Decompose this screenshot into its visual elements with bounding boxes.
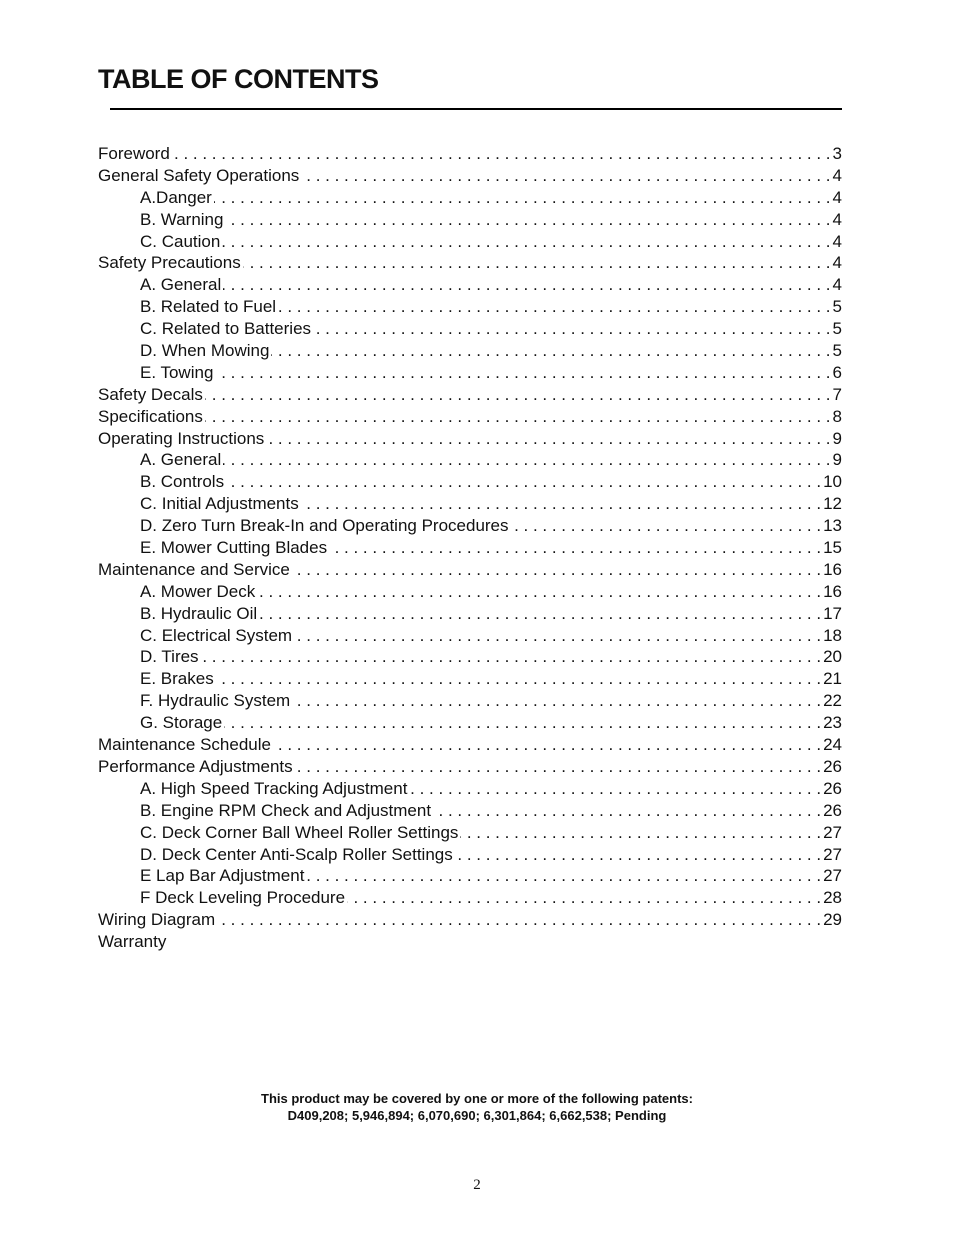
dot-leader — [172, 143, 831, 165]
toc-entry-label: E. Brakes — [140, 669, 214, 689]
toc-entry-label: E. Towing — [140, 362, 214, 382]
toc-subentry — [98, 712, 842, 734]
title-divider — [110, 108, 842, 110]
toc-entry-page-number: 4 — [832, 253, 842, 273]
toc-entry-page-number: 26 — [823, 756, 842, 776]
toc-entry-page-number: 26 — [823, 778, 842, 798]
patent-notice-line-1: This product may be covered by one or more of the following patents: — [261, 1091, 693, 1106]
page-number: 2 — [473, 1177, 481, 1193]
table-of-contents — [98, 143, 842, 953]
toc-entry-page-number: 16 — [823, 559, 842, 579]
toc-subentry — [98, 887, 842, 909]
toc-entry-page-number: 4 — [832, 187, 842, 207]
toc-entry-label: D. When Mowing — [140, 341, 270, 361]
toc-entry-page-number: 4 — [832, 231, 842, 251]
dot-leader — [271, 340, 830, 362]
toc-entry-label: B. Related to Fuel — [140, 297, 277, 317]
toc-entry-label: B. Engine RPM Check and Adjustment — [140, 800, 432, 820]
dot-leader — [329, 537, 821, 559]
toc-entry-page-number: 27 — [823, 822, 842, 842]
toc-entry-label: D. Tires — [140, 647, 199, 667]
toc-subentry — [98, 646, 842, 668]
toc-entry-page-number: 24 — [823, 735, 842, 755]
toc-entry-label: Maintenance and Service — [98, 559, 290, 579]
toc-entry-page-number: 5 — [832, 297, 842, 317]
patent-notice — [0, 1090, 954, 1124]
toc-subentry — [98, 515, 842, 537]
dot-leader — [225, 209, 830, 231]
toc-entry-label: B. Controls — [140, 472, 225, 492]
toc-entry-label: A. High Speed Tracking Adjustment — [140, 778, 408, 798]
toc-entry-label: Operating Instructions — [98, 428, 265, 448]
toc-entry-label: Maintenance Schedule — [98, 735, 271, 755]
toc-entry-page-number: 12 — [823, 494, 842, 514]
toc-entry-page-number: 15 — [823, 538, 842, 558]
dot-leader — [511, 515, 822, 537]
toc-entry-label: C. Related to Batteries — [140, 319, 312, 339]
toc-subentry — [98, 187, 842, 209]
toc-subentry — [98, 493, 842, 515]
dot-leader — [313, 318, 831, 340]
dot-leader — [215, 362, 830, 384]
toc-entry-label: D. Zero Turn Break-In and Operating Procedures — [140, 516, 509, 536]
dot-leader — [217, 909, 821, 931]
toc-subentry — [98, 844, 842, 866]
toc-subentry — [98, 778, 842, 800]
toc-entry-page-number: 9 — [832, 450, 842, 470]
toc-subentry — [98, 690, 842, 712]
toc-entry-label: A. General — [140, 450, 222, 470]
page-title: TABLE OF CONTENTS — [98, 64, 379, 94]
dot-leader — [223, 274, 830, 296]
toc-entry-label: Foreword — [98, 144, 170, 163]
patent-notice-line-2: D409,208; 5,946,894; 6,070,690; 6,301,864; 6,662,538; Pending — [287, 1108, 667, 1123]
toc-subentry — [98, 471, 842, 493]
toc-subentry — [98, 537, 842, 559]
toc-entry-label: E Lap Bar Adjustment — [140, 866, 305, 886]
toc-entry-label: A. General — [140, 275, 222, 295]
dot-leader — [278, 296, 830, 318]
toc-subentry — [98, 625, 842, 647]
toc-entry — [98, 428, 842, 450]
toc-entry-page-number: 23 — [823, 713, 842, 733]
toc-subentry — [98, 362, 842, 384]
dot-leader — [224, 712, 821, 734]
dot-leader — [295, 756, 821, 778]
toc-entry — [98, 734, 842, 756]
toc-entry-page-number: 26 — [823, 800, 842, 820]
toc-entry-label: D. Deck Center Anti-Scalp Roller Settings — [140, 844, 453, 864]
dot-leader — [301, 493, 821, 515]
dot-leader — [259, 603, 821, 625]
toc-entry — [98, 384, 842, 406]
toc-entry-page-number: 27 — [823, 844, 842, 864]
toc-subentry — [98, 296, 842, 318]
toc-entry-page-number: 13 — [823, 516, 842, 536]
toc-entry-label: C. Initial Adjustments — [140, 494, 299, 514]
toc-entry-page-number: 21 — [823, 669, 842, 689]
toc-entry-page-number: 6 — [832, 362, 842, 382]
toc-subentry — [98, 231, 842, 253]
toc-entry — [98, 909, 842, 931]
dot-leader — [433, 800, 821, 822]
toc-entry-label: C. Caution — [140, 231, 221, 251]
dot-leader — [223, 449, 830, 471]
toc-entry-page-number: 5 — [832, 341, 842, 361]
toc-subentry — [98, 668, 842, 690]
toc-entry-label: B. Hydraulic Oil — [140, 603, 258, 623]
toc-entry — [98, 756, 842, 778]
toc-entry-page-number: 10 — [823, 472, 842, 492]
toc-entry-label: B. Warning — [140, 209, 224, 229]
toc-entry — [98, 406, 842, 428]
toc-subentry — [98, 318, 842, 340]
toc-subentry — [98, 209, 842, 231]
toc-entry-page-number: 5 — [832, 319, 842, 339]
toc-entry-page-number: 4 — [832, 209, 842, 229]
dot-leader — [294, 625, 821, 647]
toc-entry-page-number: 29 — [823, 910, 842, 930]
toc-entry-page-number: 3 — [832, 144, 842, 163]
toc-entry-page-number: 7 — [832, 384, 842, 404]
dot-leader — [273, 734, 821, 756]
toc-subentry — [98, 449, 842, 471]
toc-entry — [98, 143, 842, 165]
toc-entry-page-number: 17 — [823, 603, 842, 623]
dot-leader — [306, 865, 821, 887]
toc-entry-label: F. Hydraulic System — [140, 691, 291, 711]
toc-subentry — [98, 603, 842, 625]
toc-entry-page-number: 8 — [832, 406, 842, 426]
toc-entry-label: F Deck Leveling Procedure — [140, 888, 346, 908]
toc-entry-label: Safety Decals — [98, 384, 203, 404]
toc-entry-page-number: 16 — [823, 581, 842, 601]
toc-entry-label: Performance Adjustments — [98, 756, 293, 776]
toc-entry — [98, 252, 842, 274]
toc-entry-label: C. Electrical System — [140, 625, 293, 645]
toc-entry-label: Wiring Diagram — [98, 910, 216, 930]
toc-entry-label: A. Mower Deck — [140, 581, 256, 601]
toc-entry-label: Specifications — [98, 406, 203, 426]
toc-entry-label: C. Deck Corner Ball Wheel Roller Settings — [140, 822, 459, 842]
dot-leader — [201, 646, 822, 668]
toc-entry-page-number: 20 — [823, 647, 842, 667]
toc-entry-page-number: 28 — [823, 888, 842, 908]
toc-entry-label: General Safety Operations — [98, 165, 300, 185]
toc-entry-page-number: 18 — [823, 625, 842, 645]
dot-leader — [257, 581, 821, 603]
dot-leader — [347, 887, 821, 909]
toc-subentry — [98, 274, 842, 296]
toc-subentry — [98, 581, 842, 603]
dot-leader — [460, 822, 821, 844]
toc-entry-page-number: 9 — [832, 428, 842, 448]
dot-leader — [205, 384, 831, 406]
toc-entry-page-number: 22 — [823, 691, 842, 711]
toc-entry-label: G. Storage — [140, 713, 223, 733]
dot-leader — [226, 471, 821, 493]
dot-leader — [222, 231, 830, 253]
dot-leader — [214, 187, 831, 209]
toc-entry-label: Warranty — [98, 932, 167, 952]
toc-entry — [98, 559, 842, 581]
toc-entry-label: A.Danger — [140, 187, 212, 207]
dot-leader — [292, 559, 821, 581]
dot-leader — [205, 406, 831, 428]
toc-entry — [98, 165, 842, 187]
dot-leader — [216, 668, 821, 690]
toc-subentry — [98, 865, 842, 887]
toc-subentry — [98, 340, 842, 362]
dot-leader — [409, 778, 821, 800]
toc-entry-page-number: 4 — [832, 275, 842, 295]
dot-leader — [301, 165, 830, 187]
toc-entry-page-number: 27 — [823, 866, 842, 886]
toc-subentry — [98, 822, 842, 844]
toc-subentry — [98, 800, 842, 822]
toc-entry-label: E. Mower Cutting Blades — [140, 538, 328, 558]
toc-entry-label: Safety Precautions — [98, 253, 241, 273]
toc-entry — [98, 931, 842, 953]
toc-entry-page-number: 4 — [832, 165, 842, 185]
dot-leader — [243, 252, 831, 274]
dot-leader — [292, 690, 821, 712]
dot-leader — [266, 428, 830, 450]
dot-leader — [455, 844, 821, 866]
